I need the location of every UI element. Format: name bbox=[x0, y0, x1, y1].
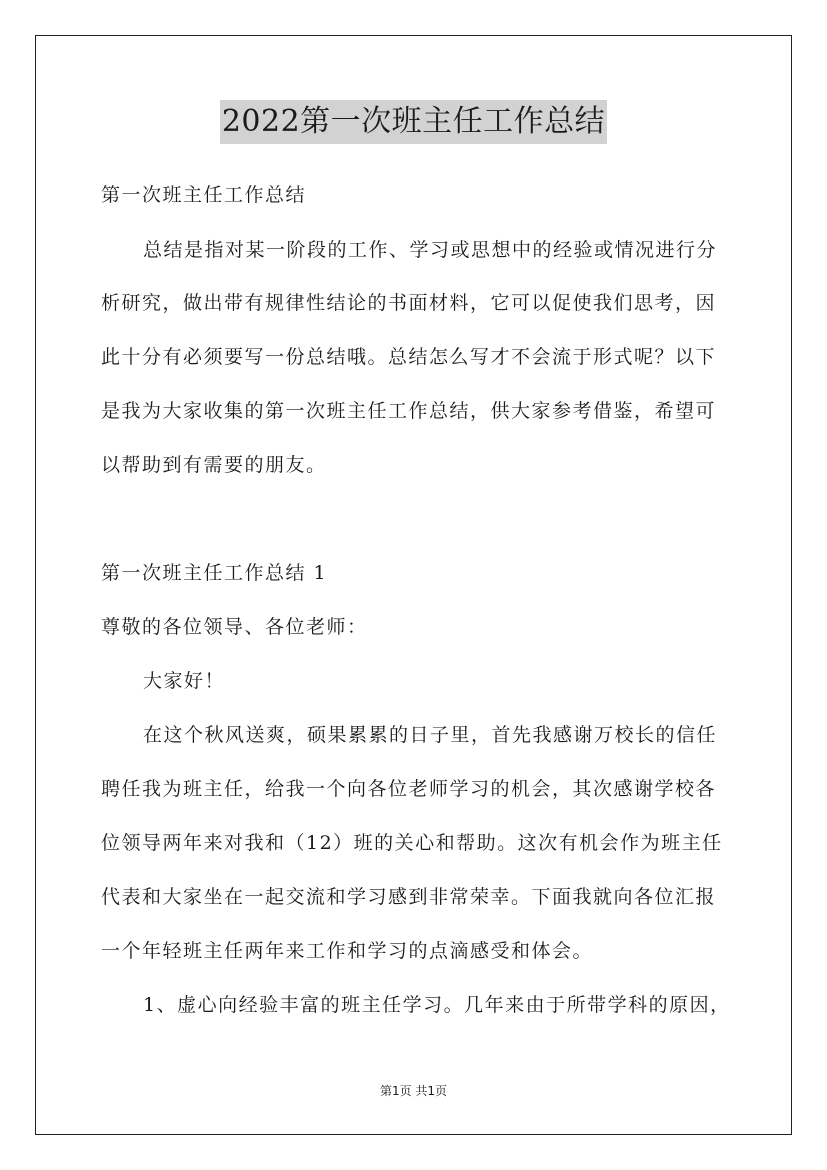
body-line-1: 在这个秋风送爽，硕果累累的日子里，首先我感谢万校长的信任 bbox=[143, 724, 718, 746]
body-line-5: 一个年轻班主任两年来工作和学习的点滴感受和体会。 bbox=[101, 940, 594, 962]
document-title: 2022第一次班主任工作总结 bbox=[220, 100, 607, 144]
intro-line-1: 总结是指对某一阶段的工作、学习或思想中的经验或情况进行分 bbox=[143, 239, 718, 261]
body-line-4: 代表和大家坐在一起交流和学习感到非常荣幸。下面我就向各位汇报 bbox=[101, 886, 717, 908]
salutation: 尊敬的各位领导、各位老师： bbox=[101, 616, 368, 638]
intro-line-2: 析研究，做出带有规律性结论的书面材料，它可以促使我们思考，因 bbox=[101, 292, 717, 314]
intro-line-3: 此十分有必须要写一份总结哦。总结怎么写才不会流于形式呢？以下 bbox=[101, 346, 717, 368]
intro-line-5: 以帮助到有需要的朋友。 bbox=[101, 454, 327, 476]
page-footer: 第1页 共1页 bbox=[379, 1084, 448, 1098]
subtitle: 第一次班主任工作总结 bbox=[101, 184, 307, 206]
greeting: 大家好！ bbox=[143, 670, 226, 692]
body-line-3: 位领导两年来对我和（12）班的关心和帮助。这次有机会作为班主任 bbox=[101, 832, 723, 854]
body-line-6: 1、虚心向经验丰富的班主任学习。几年来由于所带学科的原因， bbox=[143, 994, 731, 1016]
body-line-2: 聘任我为班主任，给我一个向各位老师学习的机会，其次感谢学校各 bbox=[101, 778, 717, 800]
intro-line-4: 是我为大家收集的第一次班主任工作总结，供大家参考借鉴，希望可 bbox=[101, 400, 717, 422]
section-heading: 第一次班主任工作总结 1 bbox=[101, 562, 328, 584]
document-title-wrap bbox=[0, 100, 827, 144]
